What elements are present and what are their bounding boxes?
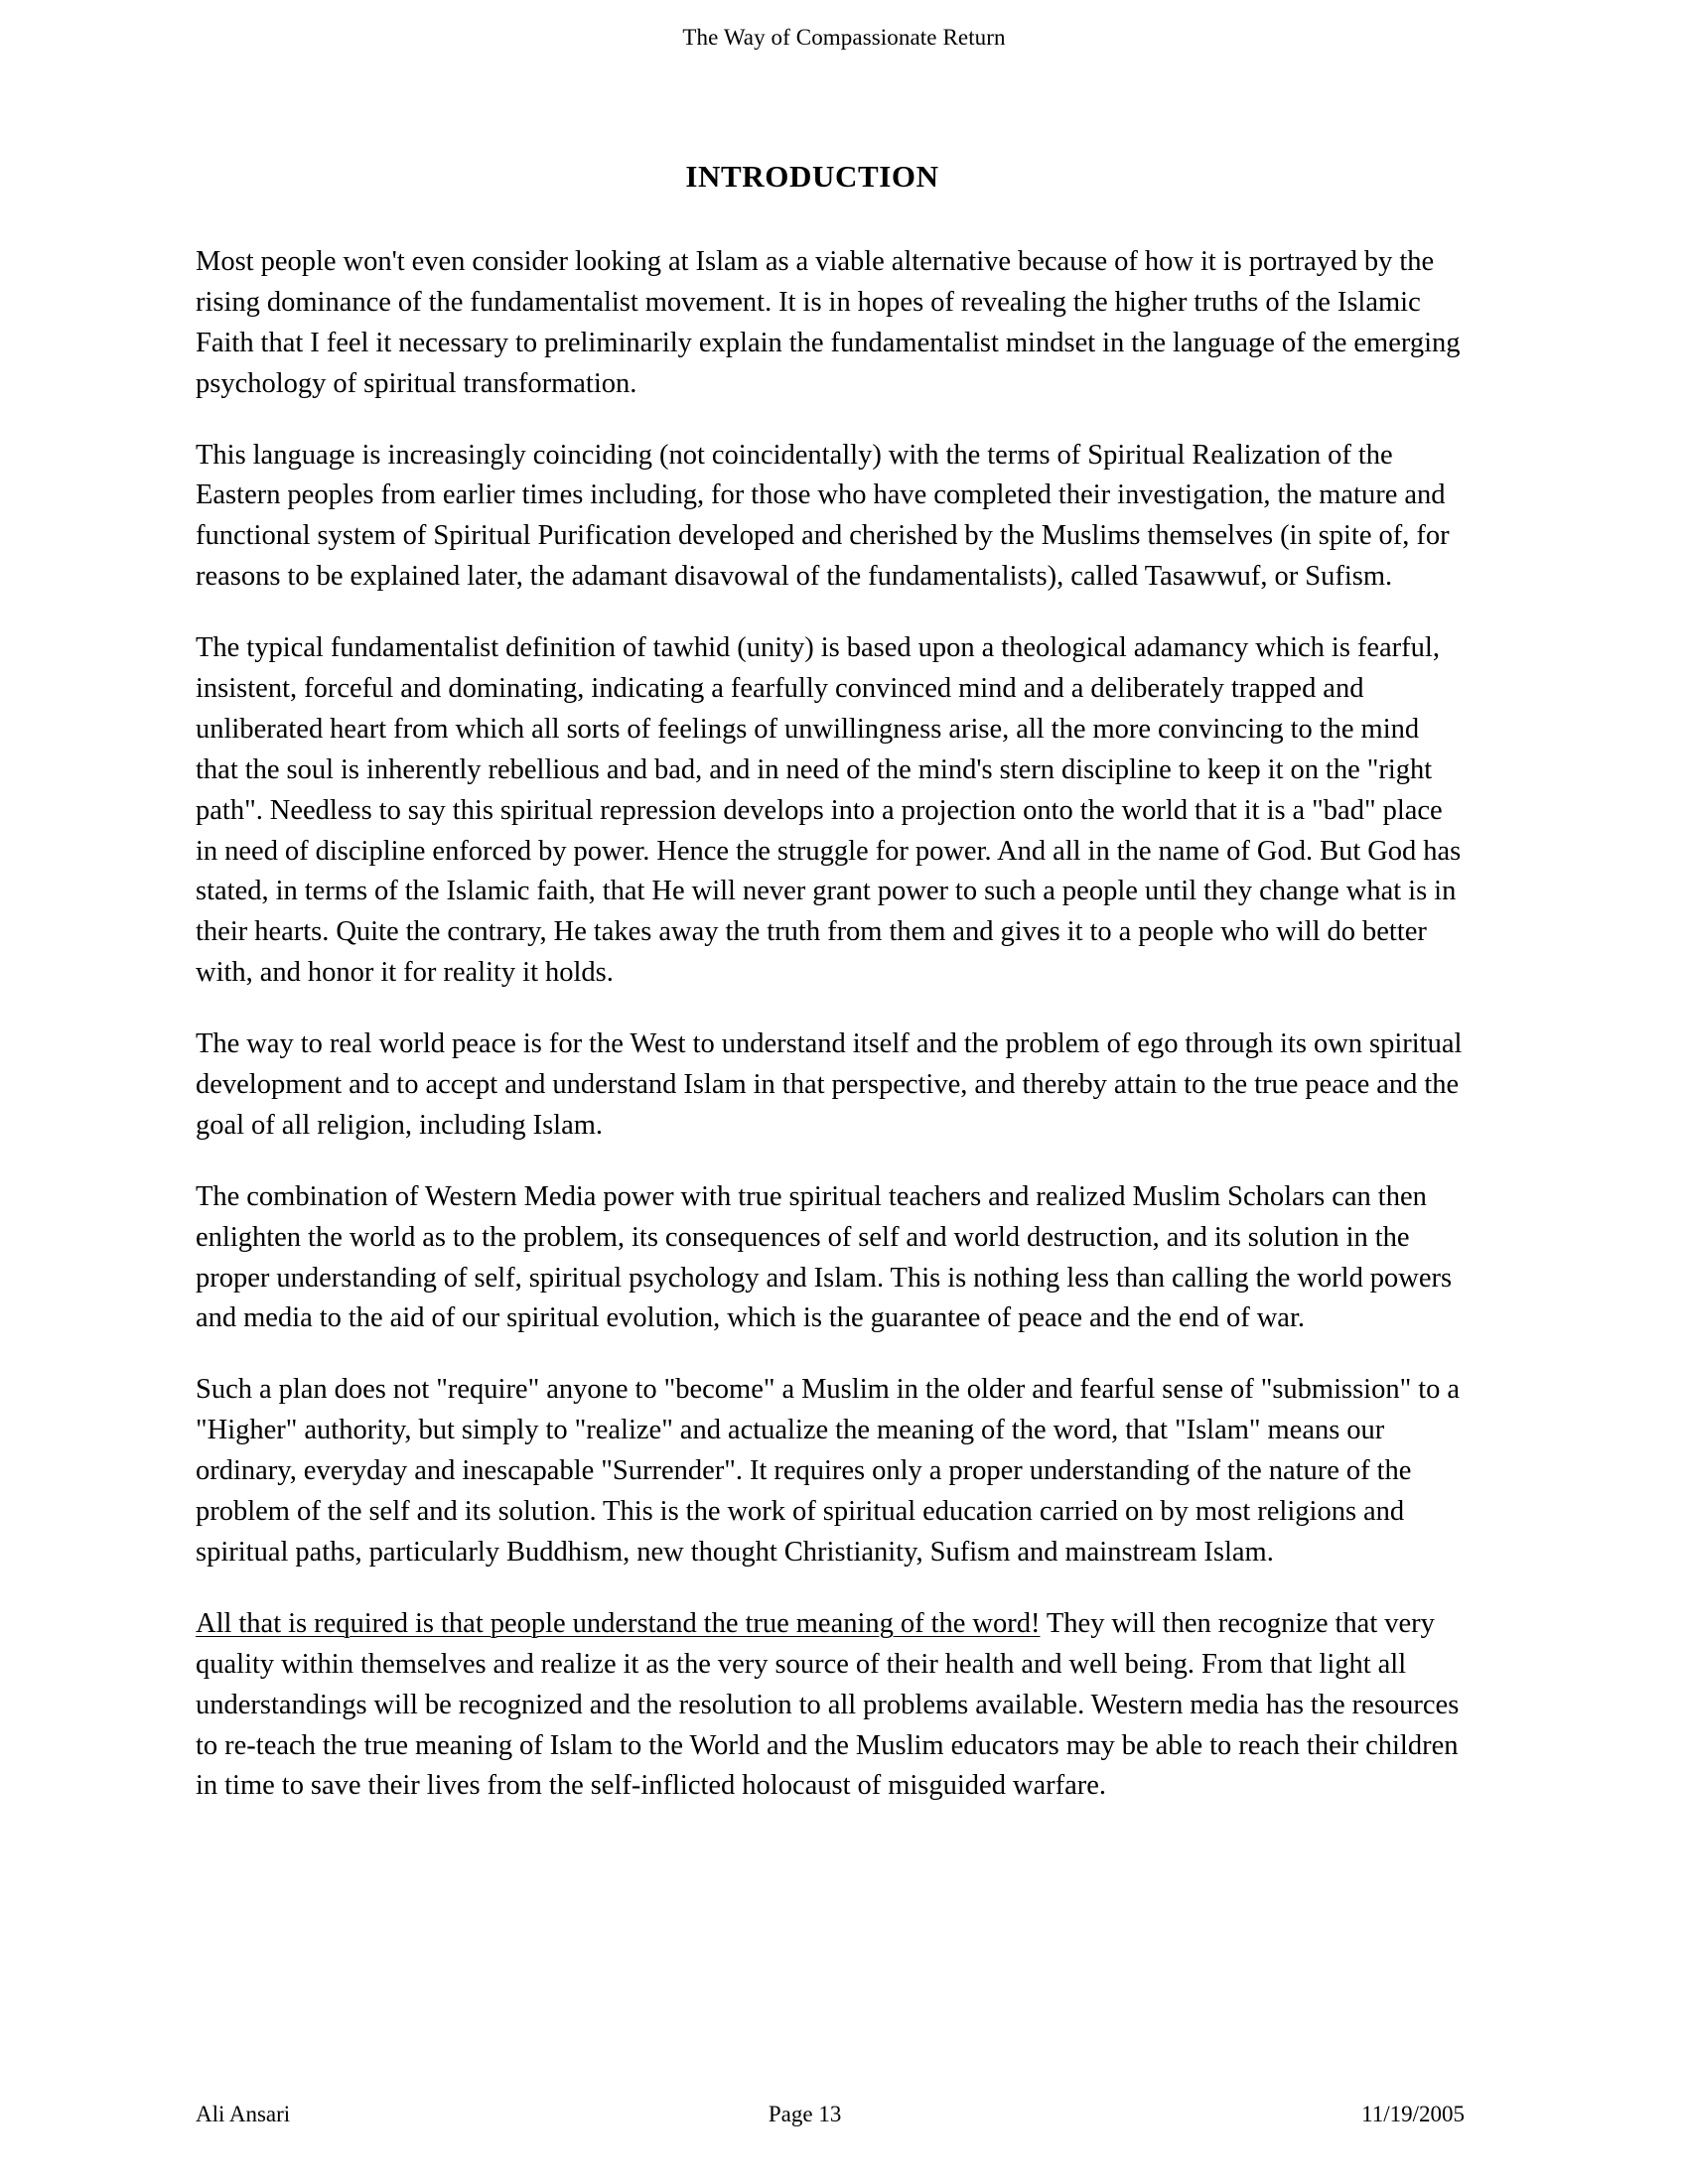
page-title: INTRODUCTION (685, 159, 939, 194)
body-paragraph-3: The typical fundamentalist definition of tawhid (unity) is based upon a theological adamancy which is fearful, insistent, forceful and dominating, indicating a fearfully convinced mind and a deliberately trapped and unliberated heart from which all sorts of feelings of unwillingness arise, all the more convincing to the mind that the soul is inherently rebellious and bad, and in need of the mind's stern discipline to keep it on the "right path". Needless to say this spiritual repression develops into a projection onto the world that it is a "bad" place in need of discipline enforced by power. Hence the struggle for power. And all in the name of God. But God has stated, in terms of the Islamic faith, that He will never grant power to such a people until they change what is in their hearts. Quite the contrary, He takes away the truth from them and gives it to a people who will do better with, and honor it for reality it holds. (196, 632, 1462, 989)
body-paragraph-7 (196, 1604, 1465, 1807)
final-paragraph-rest: They will then recognize that very quality within themselves and realize it as the very source of their health and well being. From that light all understandings will be recognized and the resolution to all problems available. Western media has the resources to re-teach the true meaning of Islam to the World and the Muslim educators may be able to reach their children in time to save their lives from the self-inflicted holocaust of misguided warfare. (196, 1607, 1460, 1802)
body-paragraph-2: This language is increasingly coinciding (not coincidentally) with the terms of Spiritual Realization of the Eastern peoples from earlier times including, for those who have completed their investigation, the mature and functional system of Spiritual Purification developed and cherished by the Muslims themselves (in spite of, for reasons to be explained later, the adamant disavowal of the fundamentalists), called Tasawwuf, or Sufism. (196, 439, 1450, 593)
emphasis-underlined-lead: All that is required is that people understand the true meaning of the word! (196, 1607, 1041, 1639)
body-paragraph-6: Such a plan does not "require" anyone to "become" a Muslim in the older and fearful sense of "submission" to a "Higher" authority, but simply to "realize" and actualize the meaning of the word, that "Islam" means our ordinary, everyday and inescapable "Surrender". It requires only a proper understanding of the nature of the problem of the self and its solution. This is the work of spiritual education carried on by most religions and spiritual paths, particularly Buddhism, new thought Christianity, Sufism and mainstream Islam. (196, 1374, 1461, 1568)
body-paragraph-5: The combination of Western Media power with true spiritual teachers and realized Muslim Scholars can then enlighten the world as to the problem, its consequences of self and world destruction, and its solution in the proper understanding of self, spiritual psychology and Islam. This is nothing less than calling the world powers and media to the aid of our spiritual evolution, which is the guarantee of peace and the end of war. (196, 1180, 1453, 1334)
body-paragraph-1: Most people won't even consider looking at Islam as a viable alternative because of how it is portrayed by the rising dominance of the fundamentalist movement. It is in hopes of revealing the higher truths of the Islamic Faith that I feel it necessary to preliminarily explain the fundamentalist mindset in the language of the emerging psychology of spiritual transformation. (196, 246, 1461, 399)
running-header: The Way of Compassionate Return (682, 25, 1006, 50)
body-paragraph-4: The way to real world peace is for the West to understand itself and the problem of ego through its own spiritual development and to accept and understand Islam in that perspective, and thereby attain to the true peace and the goal of all religion, including Islam. (196, 1028, 1463, 1141)
footer-page-number: Page 13 (768, 2102, 842, 2127)
footer-date: 11/19/2005 (1361, 2102, 1465, 2127)
footer-author: Ali Ansari (196, 2102, 291, 2127)
document-body (196, 159, 1465, 1807)
page-footer (196, 2101, 1465, 2128)
